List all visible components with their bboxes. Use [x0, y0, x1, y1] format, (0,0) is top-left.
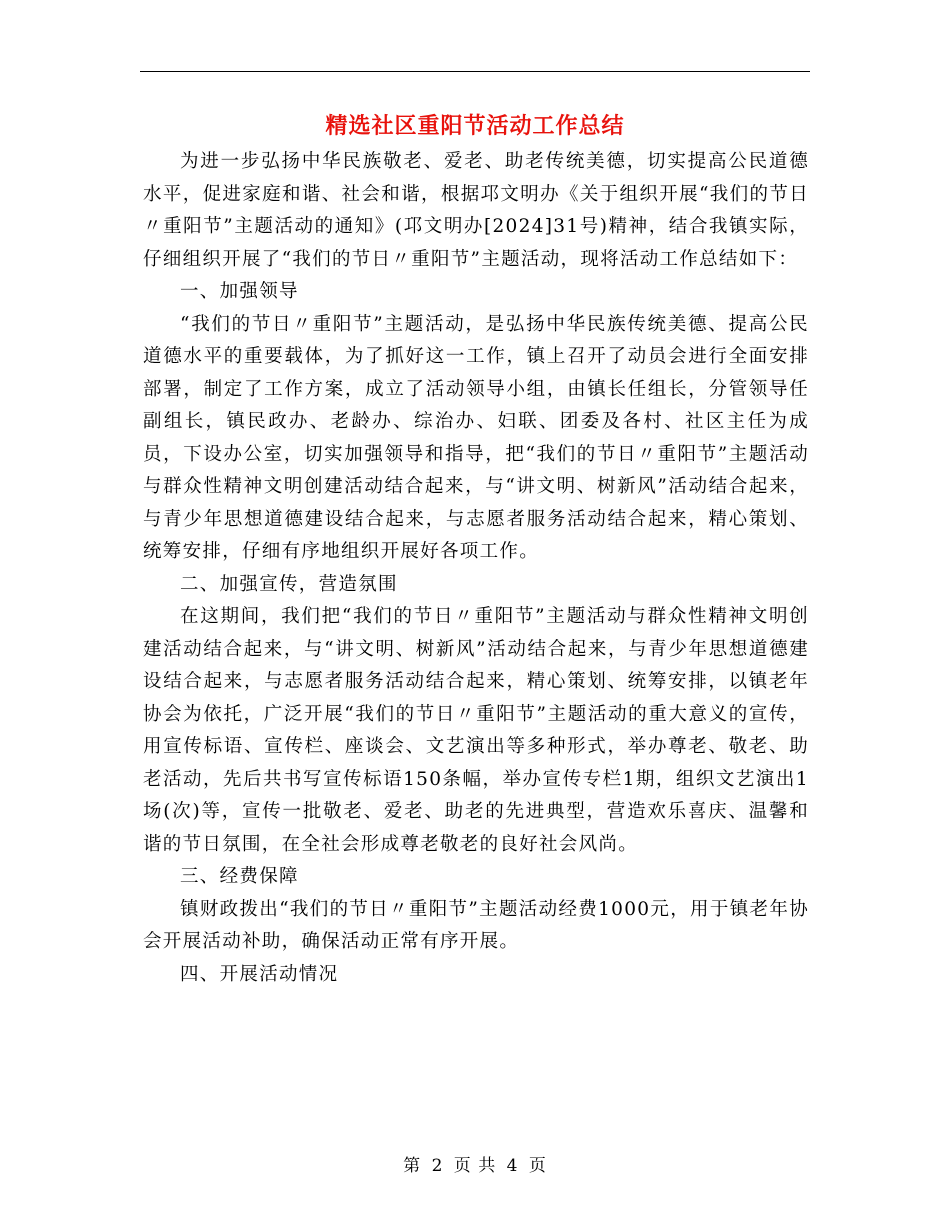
- footer-suffix: 页: [528, 1156, 547, 1176]
- header-rule: [140, 71, 810, 72]
- paragraph-section-1: “我们的节日〃重阳节”主题活动，是弘扬中华民族传统美德、提高公民道德水平的重要载体，为了抓好这一工作，镇上召开了动员会进行全面安排部署，制定了工作方案，成立了活动领导小组，由镇长任组长，分管领导任副组长，镇民政办、老龄办、综治办、妇联、团委及各村、社区主任为成员，下设办公室，切实加强领导和指导，把“我们的节日〃重阳节”主题活动与群众性精神文明创建活动结合起来，与“讲文明、树新风”活动结合起来，与青少年思想道德建设结合起来，与志愿者服务活动结合起来，精心策划、统筹安排，仔细有序地组织开展好各项工作。: [143, 313, 809, 562]
- paragraph-intro: 为进一步弘扬中华民族敬老、爱老、助老传统美德，切实提高公民道德水平，促进家庭和谐、社会和谐，根据邛文明办《关于组织开展“我们的节日〃重阳节”主题活动的通知》(邛文明办[2024]31号)精神，结合我镇实际，仔细组织开展了“我们的节日〃重阳节”主题活动，现将活动工作总结如下：: [143, 151, 809, 270]
- section-heading-1: 一、加强领导: [180, 281, 299, 302]
- section-heading-3: 三、经费保障: [180, 866, 299, 887]
- document-title: 精选社区重阳节活动工作总结: [325, 113, 625, 139]
- footer-mid: 页 共: [453, 1156, 497, 1176]
- document-body: [143, 146, 809, 991]
- footer-prefix: 第: [403, 1156, 422, 1176]
- paragraph-section-3: 镇财政拨出“我们的节日〃重阳节”主题活动经费1000元，用于镇老年协会开展活动补助，确保活动正常有序开展。: [143, 898, 809, 952]
- footer-total-pages: 4: [506, 1156, 519, 1176]
- footer-page-number: 2: [431, 1156, 444, 1176]
- section-heading-2: 二、加强宣传，营造氛围: [180, 573, 398, 595]
- page-footer: [0, 1154, 950, 1178]
- section-heading-4: 四、开展活动情况: [180, 963, 339, 985]
- paragraph-section-2: 在这期间，我们把“我们的节日〃重阳节”主题活动与群众性精神文明创建活动结合起来，与“讲文明、树新风”活动结合起来，与青少年思想道德建设结合起来，与志愿者服务活动结合起来，精心策划、统筹安排，以镇老年协会为依托，广泛开展“我们的节日〃重阳节”主题活动的重大意义的宣传，用宣传标语、宣传栏、座谈会、文艺演出等多种形式，举办尊老、敬老、助老活动，先后共书写宣传标语150条幅，举办宣传专栏1期，组织文艺演出1场(次)等，宣传一批敬老、爱老、助老的先进典型，营造欢乐喜庆、温馨和谐的节日氛围，在全社会形成尊老敬老的良好社会风尚。: [143, 606, 809, 855]
